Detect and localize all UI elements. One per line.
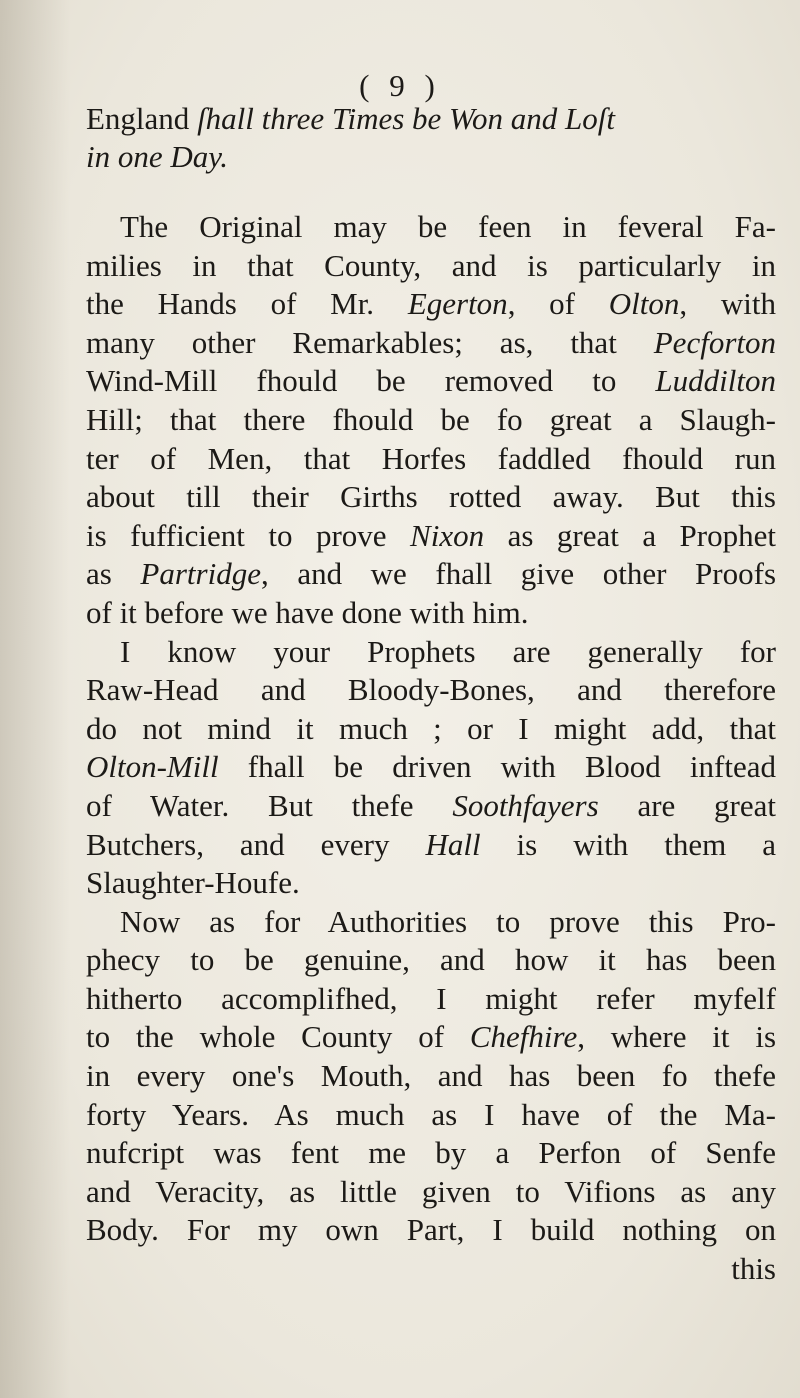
text-run: Wind-Mill fhould be removed to — [86, 363, 656, 399]
text-run: many other Remarkables; as, that — [86, 324, 654, 360]
italic-run: Olton — [608, 286, 680, 322]
text-run: is fufficient to prove — [86, 517, 411, 553]
text-line — [86, 247, 776, 286]
running-heading — [86, 100, 766, 176]
italic-run: Pecforton — [653, 324, 776, 360]
text-run: do not mind it much ; or I might add, that — [86, 710, 776, 746]
text-run: and Veracity, as little given to Vifions as any — [86, 1173, 776, 1209]
text-line — [86, 208, 776, 247]
catchword-text: this — [731, 1251, 776, 1287]
heading-text-roman: England — [86, 101, 198, 136]
text-run: Body. For my own Part, I build nothing on — [86, 1212, 776, 1248]
text-run: of it before we have done with him. — [86, 594, 529, 630]
catchword — [86, 1250, 776, 1289]
text-run: is with them a — [480, 826, 776, 862]
text-run: Butchers, and every — [86, 826, 426, 862]
text-run: The Original may be feen in feveral Fa- — [120, 209, 776, 244]
text-line — [86, 1211, 776, 1250]
text-line — [86, 594, 776, 633]
text-run: Slaughter-Houfe. — [86, 865, 300, 901]
text-line — [86, 748, 776, 787]
text-run: hitherto accomplifhed, I might refer myfelf — [86, 980, 776, 1016]
text-line — [86, 903, 776, 942]
text-run: nufcript was fent me by a Perfon of Senfe — [86, 1135, 776, 1171]
text-line — [86, 980, 776, 1019]
text-line — [86, 671, 776, 710]
italic-run: Egerton — [407, 286, 508, 322]
text-run: Raw-Head and Bloody-Bones, and therefore — [86, 672, 776, 708]
text-run: as great a Prophet — [484, 517, 776, 553]
text-run: milies in that County, and is particularly in — [86, 247, 776, 283]
italic-run: Hall — [425, 826, 481, 862]
text-line — [86, 941, 776, 980]
text-line — [86, 401, 776, 440]
text-run: of Water. But thefe — [86, 787, 453, 823]
italic-run: Partridge — [140, 556, 261, 592]
text-run: fhall be driven with Blood inftead — [218, 749, 776, 785]
body-text — [86, 208, 776, 1289]
text-line — [86, 633, 776, 672]
text-run: phecy to be genuine, and how it has been — [86, 942, 776, 978]
text-line — [86, 362, 776, 401]
italic-run: Olton-Mill — [86, 749, 219, 785]
text-line — [86, 1057, 776, 1096]
text-run: as — [86, 556, 141, 592]
page-number: ( 9 ) — [359, 68, 441, 103]
italic-run: Chefhire — [469, 1019, 578, 1055]
italic-run: Soothfayers — [452, 787, 599, 823]
page-gutter-shadow — [0, 0, 70, 1398]
text-run: Hill; that there fhould be fo great a Slaugh- — [86, 401, 776, 437]
text-run: , of — [507, 286, 609, 322]
text-run: I know your Prophets are generally for — [120, 633, 776, 669]
text-line — [86, 285, 776, 324]
text-line — [86, 517, 776, 556]
text-line — [86, 1134, 776, 1173]
text-line — [86, 864, 776, 903]
text-line — [86, 1018, 776, 1057]
text-run: , and we fhall give other Proofs — [260, 556, 777, 592]
text-run: , with — [679, 286, 776, 322]
text-line — [86, 710, 776, 749]
heading-text-italic: ſhall three Times be Won and Loſt — [197, 101, 616, 136]
text-run: are great — [598, 787, 776, 823]
text-run: , where it is — [577, 1019, 777, 1055]
text-line — [86, 1173, 776, 1212]
text-line — [86, 478, 776, 517]
text-line — [86, 826, 776, 865]
text-line — [86, 555, 776, 594]
text-run: the Hands of Mr. — [86, 286, 408, 322]
heading-text-italic-2: in one Day. — [86, 139, 229, 174]
text-run: ter of Men, that Horfes faddled fhould run — [86, 440, 776, 476]
italic-run: Luddilton — [655, 363, 776, 399]
italic-run: Nixon — [410, 517, 485, 553]
text-line — [86, 324, 776, 363]
text-run: forty Years. As much as I have of the Ma- — [86, 1096, 776, 1132]
text-run: to the whole County of — [86, 1019, 470, 1055]
text-run: about till their Girths rotted away. But this — [86, 479, 776, 515]
text-line — [86, 1096, 776, 1135]
text-line — [86, 440, 776, 479]
text-run: in every one's Mouth, and has been fo thefe — [86, 1058, 776, 1094]
text-run: Now as for Authorities to prove this Pro- — [120, 903, 776, 939]
text-line — [86, 787, 776, 826]
